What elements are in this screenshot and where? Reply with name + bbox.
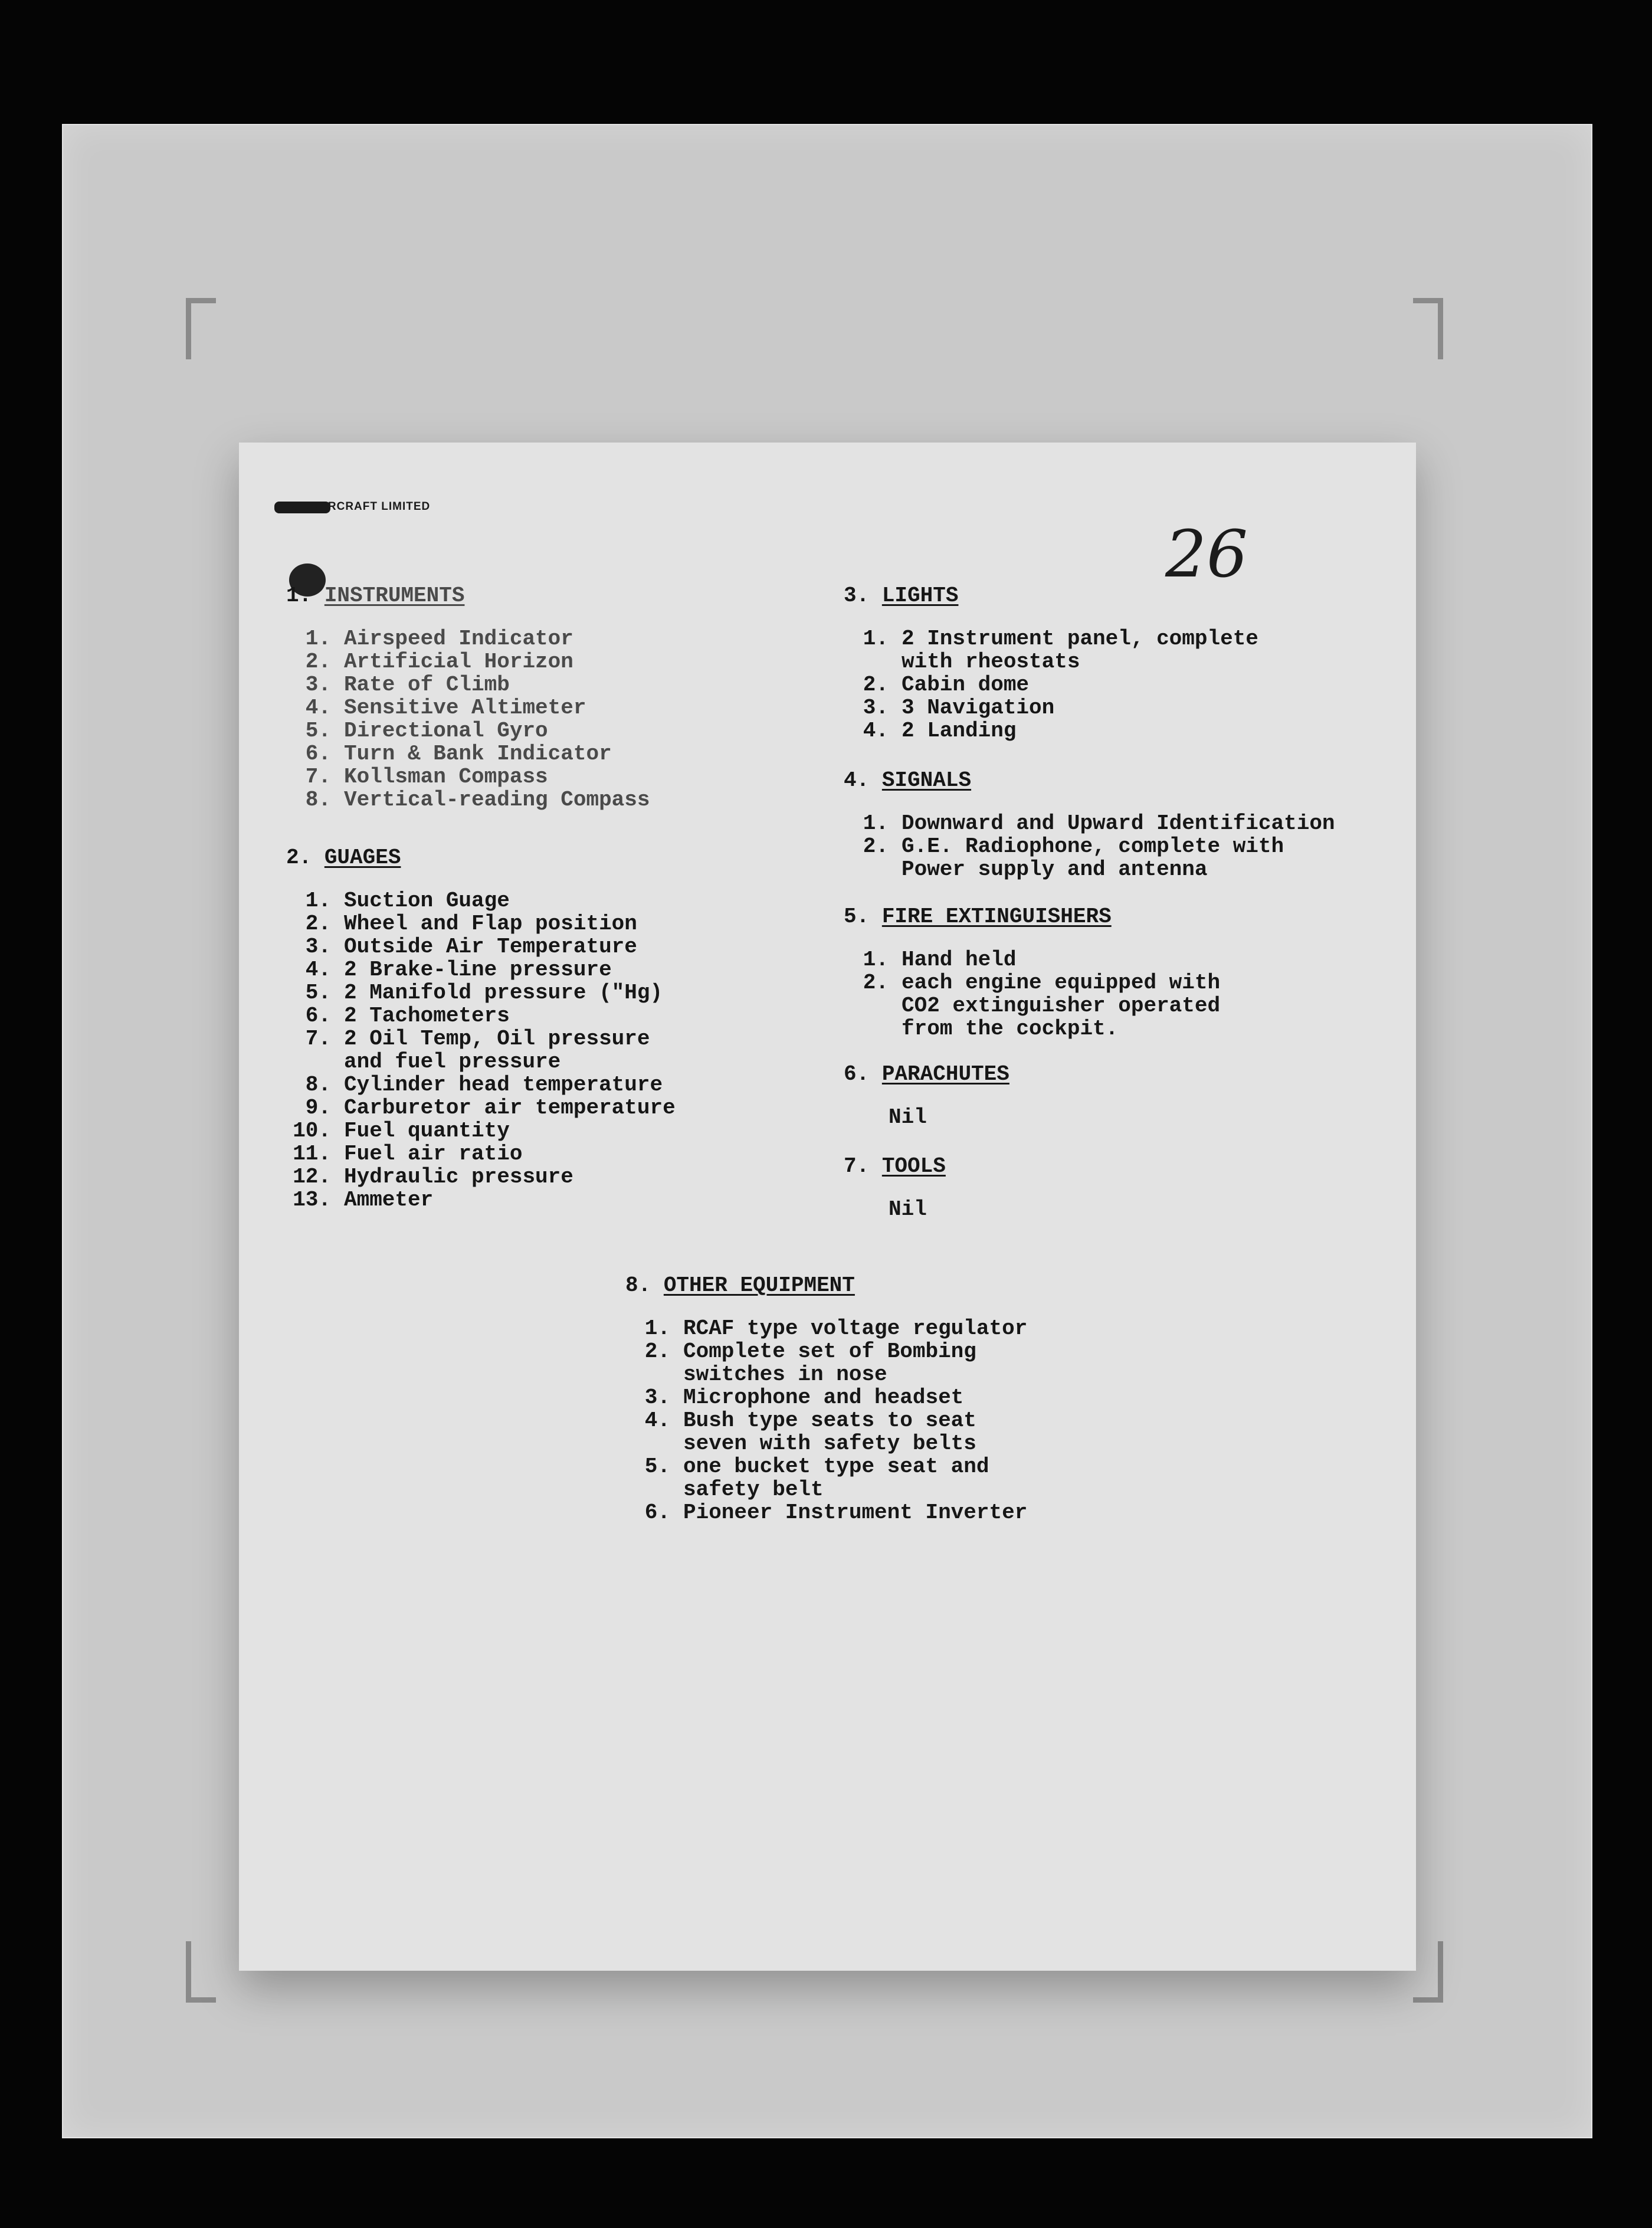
section-tools [844, 1155, 946, 1221]
list-item [286, 1188, 676, 1211]
item-number: 5. [644, 1454, 670, 1479]
section-title: GUAGES [324, 846, 401, 870]
section-text: Nil [889, 1105, 927, 1129]
item-number: 8. [305, 788, 331, 812]
item-number: 2. [644, 1339, 670, 1364]
item-number: 12. [293, 1165, 331, 1189]
item-number: 13. [293, 1188, 331, 1212]
list-item [844, 673, 1258, 696]
section-fire-extinguishers [844, 905, 1220, 1040]
item-number: 1. [305, 889, 331, 913]
list-item [286, 889, 676, 912]
item-text: Ammeter [344, 1188, 434, 1212]
list-item [286, 912, 676, 935]
list-item [286, 696, 650, 719]
item-text: Turn & Bank Indicator [344, 742, 612, 766]
item-number: 11. [293, 1142, 331, 1166]
item-text: Outside Air Temperature [344, 935, 637, 959]
section-number: 8. [625, 1273, 651, 1298]
company-header: TRAL AIRCRAFT LIMITED [280, 500, 431, 513]
item-text: Pioneer Instrument Inverter [683, 1500, 1028, 1525]
item-number: 2. [863, 673, 889, 697]
section-heading [844, 905, 1220, 928]
list-item [286, 1027, 676, 1073]
item-text: Hydraulic pressure [344, 1165, 573, 1189]
list-item [844, 835, 1335, 881]
item-number: 4. [863, 719, 889, 743]
document-page [239, 443, 1416, 1971]
list-item [286, 1073, 676, 1096]
section-other-equipment [625, 1274, 1027, 1524]
list-item [286, 958, 676, 981]
list-item [286, 788, 650, 811]
section-number: 3. [844, 584, 870, 608]
section-title: LIGHTS [881, 584, 959, 608]
item-text: Carburetor air temperature [344, 1096, 676, 1120]
item-text: one bucket type seat and safety belt [683, 1454, 989, 1502]
crop-mark-bottom-left [186, 1941, 216, 2003]
section-heading [844, 1063, 1009, 1086]
list-item [844, 696, 1258, 719]
item-number: 2. [863, 971, 889, 995]
item-text: each engine equipped with CO2 extinguisher operated from the cockpit. [902, 971, 1221, 1041]
item-text: Wheel and Flap position [344, 912, 637, 936]
item-text: Artificial Horizon [344, 650, 573, 674]
section-number: 2. [286, 846, 312, 870]
item-text: Complete set of Bombing switches in nose [683, 1339, 976, 1387]
section-title: INSTRUMENTS [324, 584, 465, 608]
list-item [625, 1340, 1027, 1386]
list-item [844, 948, 1220, 971]
section-number: 5. [844, 905, 870, 929]
crop-mark-bottom-right [1413, 1941, 1443, 2003]
item-text: Fuel air ratio [344, 1142, 523, 1166]
item-text: 3 Navigation [902, 696, 1055, 720]
section-instruments [286, 584, 650, 811]
section-guages [286, 846, 676, 1211]
section-signals [844, 769, 1335, 881]
item-text: Kollsman Compass [344, 765, 548, 789]
section-heading [844, 584, 1258, 607]
item-text: Directional Gyro [344, 719, 548, 743]
list-item [286, 1004, 676, 1027]
section-heading [625, 1274, 1027, 1297]
item-number: 1. [644, 1316, 670, 1341]
crop-mark-top-left [186, 298, 216, 359]
list-item [286, 673, 650, 696]
item-text: Cabin dome [902, 673, 1030, 697]
item-text: G.E. Radiophone, complete with Power supply and antenna [902, 834, 1284, 882]
item-number: 2. [305, 650, 331, 674]
section-heading [844, 769, 1335, 792]
item-text: RCAF type voltage regulator [683, 1316, 1028, 1341]
section-number: 7. [844, 1154, 870, 1178]
item-text: Microphone and headset [683, 1385, 964, 1410]
item-list [844, 948, 1220, 1040]
item-text: Downward and Upward Identification [902, 811, 1335, 836]
item-text: Suction Guage [344, 889, 510, 913]
item-list [844, 812, 1335, 881]
list-item [286, 935, 676, 958]
item-list [286, 889, 676, 1211]
list-item [286, 1142, 676, 1165]
item-number: 1. [863, 811, 889, 836]
list-item [286, 742, 650, 765]
list-item [286, 650, 650, 673]
item-number: 3. [305, 673, 331, 697]
item-number: 3. [863, 696, 889, 720]
item-text: Bush type seats to seat seven with safety belts [683, 1408, 976, 1456]
item-number: 7. [305, 1027, 331, 1051]
section-text: Nil [889, 1197, 927, 1221]
list-item [844, 627, 1258, 673]
item-text: Fuel quantity [344, 1119, 510, 1143]
section-title: TOOLS [881, 1154, 946, 1178]
item-list [844, 627, 1258, 742]
list-item [286, 1096, 676, 1119]
item-number: 4. [305, 696, 331, 720]
list-item [625, 1317, 1027, 1340]
item-number: 1. [863, 948, 889, 972]
item-number: 6. [305, 1004, 331, 1028]
item-number: 7. [305, 765, 331, 789]
item-number: 1. [863, 627, 889, 651]
section-heading [286, 846, 676, 869]
item-text: 2 Instrument panel, complete with rheostats [902, 627, 1258, 674]
list-item [625, 1501, 1027, 1524]
section-heading [286, 584, 650, 607]
item-text: Vertical-reading Compass [344, 788, 650, 812]
list-item [625, 1409, 1027, 1455]
item-number: 1. [305, 627, 331, 651]
section-number: 1. [286, 584, 312, 608]
section-title: FIRE EXTINGUISHERS [881, 905, 1112, 929]
section-lights [844, 584, 1258, 742]
list-item [286, 1119, 676, 1142]
handwritten-page-number: 26 [1165, 516, 1248, 592]
item-list [625, 1317, 1027, 1524]
crop-mark-top-right [1413, 298, 1443, 359]
item-number: 4. [305, 958, 331, 982]
section-number: 6. [844, 1062, 870, 1086]
list-item [625, 1455, 1027, 1501]
item-text: Airspeed Indicator [344, 627, 573, 651]
section-number: 4. [844, 768, 870, 792]
list-item [286, 1165, 676, 1188]
list-item [286, 981, 676, 1004]
item-number: 4. [644, 1408, 670, 1433]
list-item [844, 812, 1335, 835]
item-text: Sensitive Altimeter [344, 696, 586, 720]
section-title: PARACHUTES [881, 1062, 1009, 1086]
list-item [844, 971, 1220, 1040]
section-heading [844, 1155, 946, 1178]
item-number: 5. [305, 981, 331, 1005]
item-text: 2 Tachometers [344, 1004, 510, 1028]
item-text: Cylinder head temperature [344, 1073, 663, 1097]
list-item [286, 765, 650, 788]
list-item [844, 719, 1258, 742]
item-text: Hand held [902, 948, 1017, 972]
item-number: 6. [644, 1500, 670, 1525]
item-text: 2 Oil Temp, Oil pressure and fuel pressure [344, 1027, 650, 1074]
item-text: 2 Manifold pressure ("Hg) [344, 981, 663, 1005]
item-number: 3. [644, 1385, 670, 1410]
item-number: 8. [305, 1073, 331, 1097]
item-number: 6. [305, 742, 331, 766]
list-item [286, 627, 650, 650]
item-number: 9. [305, 1096, 331, 1120]
list-item [286, 719, 650, 742]
section-parachutes [844, 1063, 1009, 1129]
item-text: 2 Brake-line pressure [344, 958, 612, 982]
item-number: 10. [293, 1119, 331, 1143]
item-number: 5. [305, 719, 331, 743]
item-number: 2. [305, 912, 331, 936]
item-number: 3. [305, 935, 331, 959]
section-title: SIGNALS [881, 768, 972, 792]
section-title: OTHER EQUIPMENT [663, 1273, 855, 1298]
item-text: 2 Landing [902, 719, 1017, 743]
item-text: Rate of Climb [344, 673, 510, 697]
item-number: 2. [863, 834, 889, 859]
list-item [625, 1386, 1027, 1409]
item-list [286, 627, 650, 811]
